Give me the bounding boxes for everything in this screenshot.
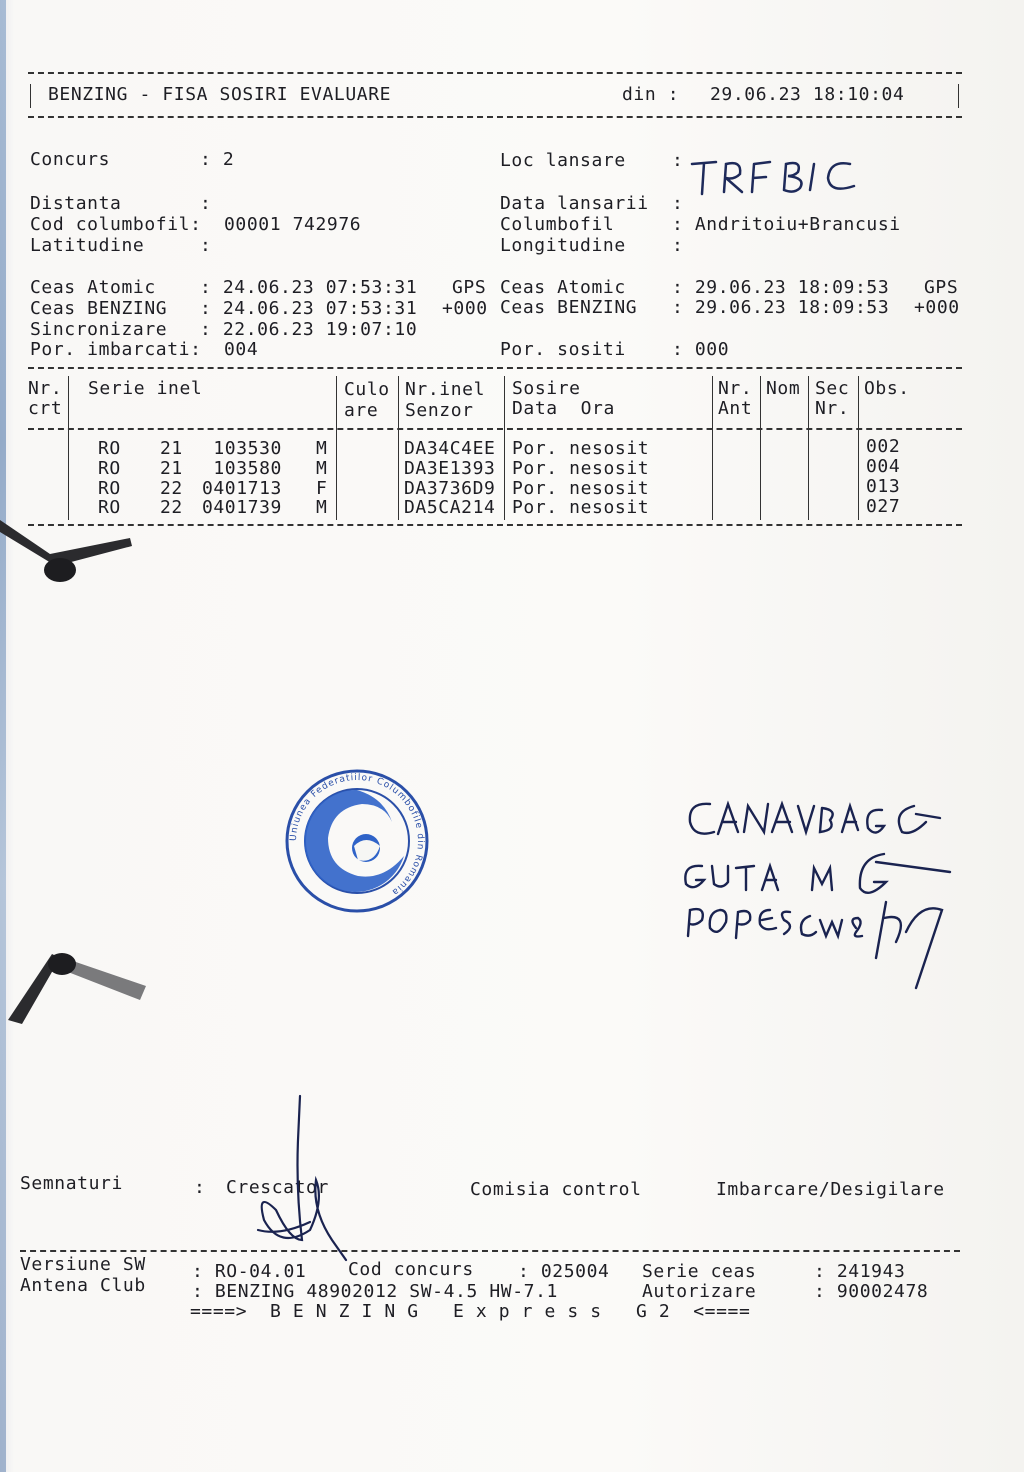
concurs-value: : 2 [200,149,235,170]
ceas-atomic-value-right: : 29.06.23 18:09:53 [672,277,890,298]
cod-columbofil-label: Cod columbofil: [30,214,202,235]
row-year: 22 [160,497,183,518]
benzing-express-banner: ====> B E N Z I N G E x p r e s s G 2 <==== [190,1301,751,1322]
row-obs: 027 [866,496,901,517]
row-obs: 013 [866,476,901,497]
header-top-border [28,72,962,74]
header-serie-inel: Serie inel [88,378,203,399]
col-sep-2 [336,376,337,520]
row-sex: M [316,458,328,479]
header-senzor: Senzor [405,400,474,421]
header-right-border [958,84,959,108]
header-nr-inel: Nr.inel [405,379,486,400]
row-ring: 0401713 [201,478,282,499]
ceas-benzing-value-left: : 24.06.23 07:53:31 [200,298,418,319]
header-nr: Nr. [28,378,63,399]
row-country: RO [98,478,121,499]
col-sep-8 [858,376,859,520]
header-nom: Nom [766,378,801,399]
ceas-atomic-value-left: : 24.06.23 07:53:31 [200,277,418,298]
semnaturi-label: Semnaturi [20,1173,123,1194]
serie-ceas-value: : 241943 [814,1261,906,1282]
row-sex: M [316,438,328,459]
concurs-label: Concurs [30,149,111,170]
footer-separator [20,1250,960,1252]
col-sep-4 [504,376,505,520]
ceas-atomic-suffix-right: GPS [924,277,959,298]
col-sep-3 [398,376,399,520]
sincronizare-label: Sincronizare [30,319,168,340]
row-sex: M [316,497,328,518]
imbarcare-label: Imbarcare/Desigilare [716,1179,945,1200]
row-country: RO [98,438,121,459]
autorizare-label: Autorizare [642,1281,757,1302]
header-culoare-2: are [344,400,379,421]
header-data-ora: Data Ora [512,398,615,419]
longitudine-value: : [672,235,684,256]
binder-clip-lower [0,940,160,1030]
antena-club-value: : BENZING 48902012 SW-4.5 HW-7.1 [192,1281,558,1302]
table-top-border [28,367,962,369]
breeder-signature [250,1090,350,1270]
col-sep-5 [712,376,713,520]
table-bottom-border [28,524,962,526]
serie-ceas-label: Serie ceas [642,1261,757,1282]
col-sep-7 [808,376,809,520]
header-culoare-1: Culo [344,379,390,400]
cod-concurs-label: Cod concurs [348,1259,474,1280]
header-date-value: 29.06.23 18:10:04 [710,84,905,105]
official-stamp [284,768,430,914]
header-crt: crt [28,398,63,419]
header-sec-2: Nr. [815,398,850,419]
stamp-text: Uniunea Federatiilor Columbofile din Romania [288,772,426,898]
col-sep-6 [760,376,761,520]
header-nr-ant-1: Nr. [718,378,753,399]
row-sex: F [316,478,328,499]
row-obs: 004 [866,456,901,477]
por-imbarcati-label: Por. imbarcati: [30,339,202,360]
data-lansarii-value: : [672,193,684,214]
crescator-label: Crescator [226,1177,329,1198]
ceas-atomic-label-left: Ceas Atomic [30,277,156,298]
col-sep-1 [68,376,69,520]
ceas-benzing-label-right: Ceas BENZING [500,297,638,318]
document-title: BENZING - FISA SOSIRI EVALUARE [48,84,392,105]
por-sositi-value: : 000 [672,339,730,360]
row-year: 21 [160,458,183,479]
versiune-sw-value: : RO-04.01 [192,1261,307,1282]
row-ring: 103580 [213,458,282,479]
ceas-benzing-label-left: Ceas BENZING [30,298,168,319]
ceas-atomic-suffix-left: GPS [452,277,487,298]
handwritten-launch-place [690,150,870,200]
row-country: RO [98,458,121,479]
ceas-benzing-suffix-right: +000 [914,297,960,318]
header-sec-1: Sec [815,378,850,399]
row-sosire: Por. nesosit [512,478,650,499]
row-sensor: DA5CA214 [404,497,496,518]
row-sosire: Por. nesosit [512,497,650,518]
ceas-benzing-suffix-left: +000 [442,298,488,319]
distanta-label: Distanta [30,193,122,214]
autorizare-value: : 90002478 [814,1281,929,1302]
columbofil-value: : Andritoiu+Brancusi [672,214,901,235]
header-sosire: Sosire [512,378,581,399]
semnaturi-colon: : [194,1177,206,1198]
header-bottom-border [28,116,962,118]
sincronizare-value: : 22.06.23 19:07:10 [200,319,418,340]
row-obs: 002 [866,436,901,457]
ceas-benzing-value-right: : 29.06.23 18:09:53 [672,297,890,318]
cod-concurs-value: : 025004 [518,1261,610,1282]
row-country: RO [98,497,121,518]
row-year: 21 [160,438,183,459]
cod-columbofil-value: 00001 742976 [224,214,362,235]
ceas-atomic-label-right: Ceas Atomic [500,277,626,298]
row-sensor: DA34C4EE [404,438,496,459]
handwritten-commission-signatures [680,792,960,992]
data-lansarii-label: Data lansarii [500,193,649,214]
longitudine-label: Longitudine [500,235,626,256]
antena-club-label: Antena Club [20,1275,146,1296]
row-sosire: Por. nesosit [512,438,650,459]
row-sensor: DA3736D9 [404,478,496,499]
latitudine-value: : [200,235,212,256]
row-sensor: DA3E1393 [404,458,496,479]
row-year: 22 [160,478,183,499]
header-date-label: din : [622,84,680,105]
versiune-sw-label: Versiune SW [20,1254,146,1275]
page-edge [0,0,6,1472]
distanta-value: : [200,193,212,214]
por-imbarcati-value: 004 [224,339,259,360]
table-header-border [28,428,962,430]
loc-lansare-value: : [672,150,684,171]
header-left-border [30,84,31,108]
header-nr-ant-2: Ant [718,398,753,419]
loc-lansare-label: Loc lansare [500,150,626,171]
columbofil-label: Columbofil [500,214,615,235]
row-ring: 103530 [213,438,282,459]
row-ring: 0401739 [201,497,282,518]
latitudine-label: Latitudine [30,235,145,256]
header-obs: Obs. [864,378,910,399]
por-sositi-label: Por. sositi [500,339,626,360]
binder-clip-upper [0,510,140,590]
comisia-control-label: Comisia control [470,1179,642,1200]
row-sosire: Por. nesosit [512,458,650,479]
